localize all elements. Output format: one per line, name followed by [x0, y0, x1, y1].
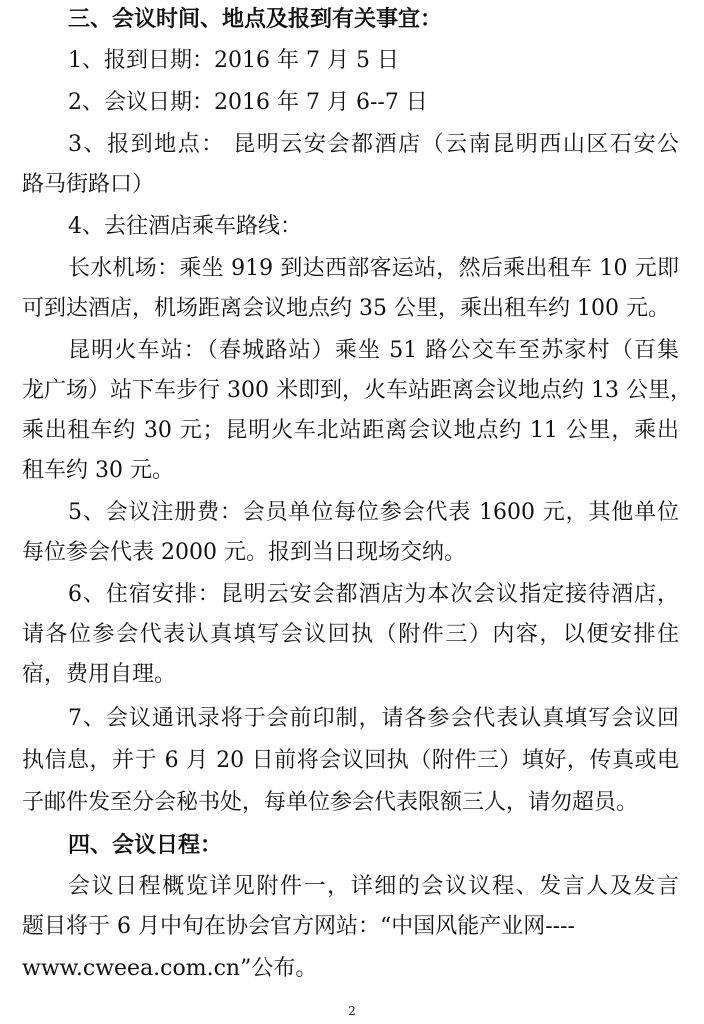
- page-number: 2: [348, 1004, 356, 1018]
- registration-fee-line-1: 5、会议注册费：会员单位每位参会代表 1600 元，其他单位: [68, 500, 679, 525]
- railway-route-line-4: 租车约 30 元。: [22, 458, 174, 483]
- airport-route-line-2: 可到达酒店，机场距离会议地点约 35 公里，乘出租车约 100 元。: [22, 296, 670, 321]
- schedule-line-1: 会议日程概览详见附件一，详细的会议议程、发言人及发言: [68, 874, 679, 899]
- railway-route-line-1: 昆明火车站：（春城路站）乘坐 51 路公交车至苏家村（百集: [68, 338, 679, 363]
- accommodation-line-3: 宿，费用自理。: [22, 662, 177, 687]
- railway-route-line-3: 乘出租车约 30 元；昆明火车北站距离会议地点约 11 公里，乘出: [22, 418, 679, 443]
- registration-date: 1、报到日期：2016 年 7 月 5 日: [68, 48, 399, 73]
- schedule-line-3: www.cweea.com.cn”公布。: [22, 956, 318, 981]
- railway-route-line-2: 龙广场）站下车步行 300 米即到，火车站距离会议地点约 13 公里，: [22, 378, 692, 403]
- section-heading-schedule: 四、会议日程：: [68, 832, 223, 858]
- airport-route-line-1: 长水机场：乘坐 919 到达西部客运站，然后乘出租车 10 元即: [68, 256, 679, 281]
- accommodation-line-2: 请各位参会代表认真填写会议回执（附件三）内容，以便安排住: [22, 622, 679, 647]
- directory-line-2: 执信息，并于 6 月 20 日前将会议回执（附件三）填好，传真或电: [22, 748, 679, 773]
- route-heading: 4、去往酒店乘车路线：: [68, 214, 302, 239]
- registration-location-line-1: 3、报到地点： 昆明云安会都酒店（云南昆明西山区石安公: [68, 132, 679, 157]
- schedule-line-2: 题目将于 6 月中旬在协会官方网站：“中国风能产业网----: [22, 914, 575, 939]
- meeting-date: 2、会议日期：2016 年 7 月 6--7 日: [68, 90, 428, 115]
- directory-line-1: 7、会议通讯录将于会前印制，请各参会代表认真填写会议回: [68, 706, 679, 731]
- directory-line-3: 子邮件发至分会秘书处，每单位参会代表限额三人，请勿超员。: [22, 790, 639, 815]
- registration-fee-line-2: 每位参会代表 2000 元。报到当日现场交纳。: [22, 540, 466, 565]
- section-heading-meeting-arrangements: 三、会议时间、地点及报到有关事宜：: [68, 6, 443, 32]
- registration-location-line-2: 路马街路口）: [22, 172, 155, 197]
- accommodation-line-1: 6、住宿安排：昆明云安会都酒店为本次会议指定接待酒店，: [68, 582, 679, 607]
